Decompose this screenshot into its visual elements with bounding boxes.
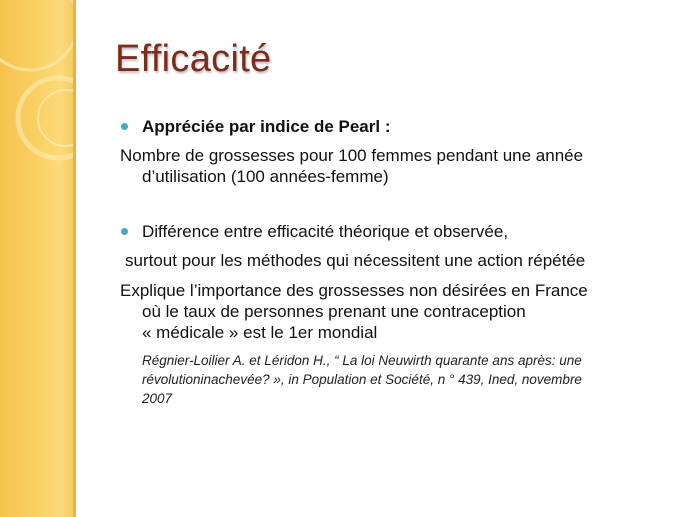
slide-title: Efficacité (115, 38, 272, 80)
text-line: révolutioninachevée? », in Population et Société, n ° 439, Ined, novembre (142, 372, 582, 387)
pearl-definition (120, 145, 680, 187)
text-line: d’utilisation (100 années-femme) (142, 167, 389, 186)
text-line: Nombre de grossesses pour 100 femmes pendant une année (120, 146, 584, 165)
text-line: 2007 (142, 391, 173, 406)
bullet-dot-icon (121, 228, 128, 235)
decorative-side-band (0, 0, 76, 517)
slide-content (120, 116, 680, 408)
decorative-circles (0, 0, 76, 517)
bullet-dot-icon (121, 123, 128, 130)
bullet-item-efficacy-difference (120, 221, 680, 242)
text-line: où le taux de personnes prenant une contraception (142, 302, 526, 321)
text-line: Explique l’importance des grossesses non désirées en France (120, 281, 588, 300)
text-line: Régnier-Loilier A. et Léridon H., “ La loi Neuwirth quarante ans après: une (142, 353, 582, 368)
unwanted-pregnancies-paragraph (120, 280, 680, 343)
text-line: « médicale » est le 1er mondial (142, 323, 378, 342)
bullet-text: Appréciée par indice de Pearl : (142, 117, 391, 136)
bullet-text: Différence entre efficacité théorique et observée, (142, 222, 509, 241)
reference-citation (120, 351, 680, 408)
methods-note: surtout pour les méthodes qui nécessitent une action répétée (125, 251, 586, 270)
bullet-item-pearl-index (120, 116, 680, 137)
